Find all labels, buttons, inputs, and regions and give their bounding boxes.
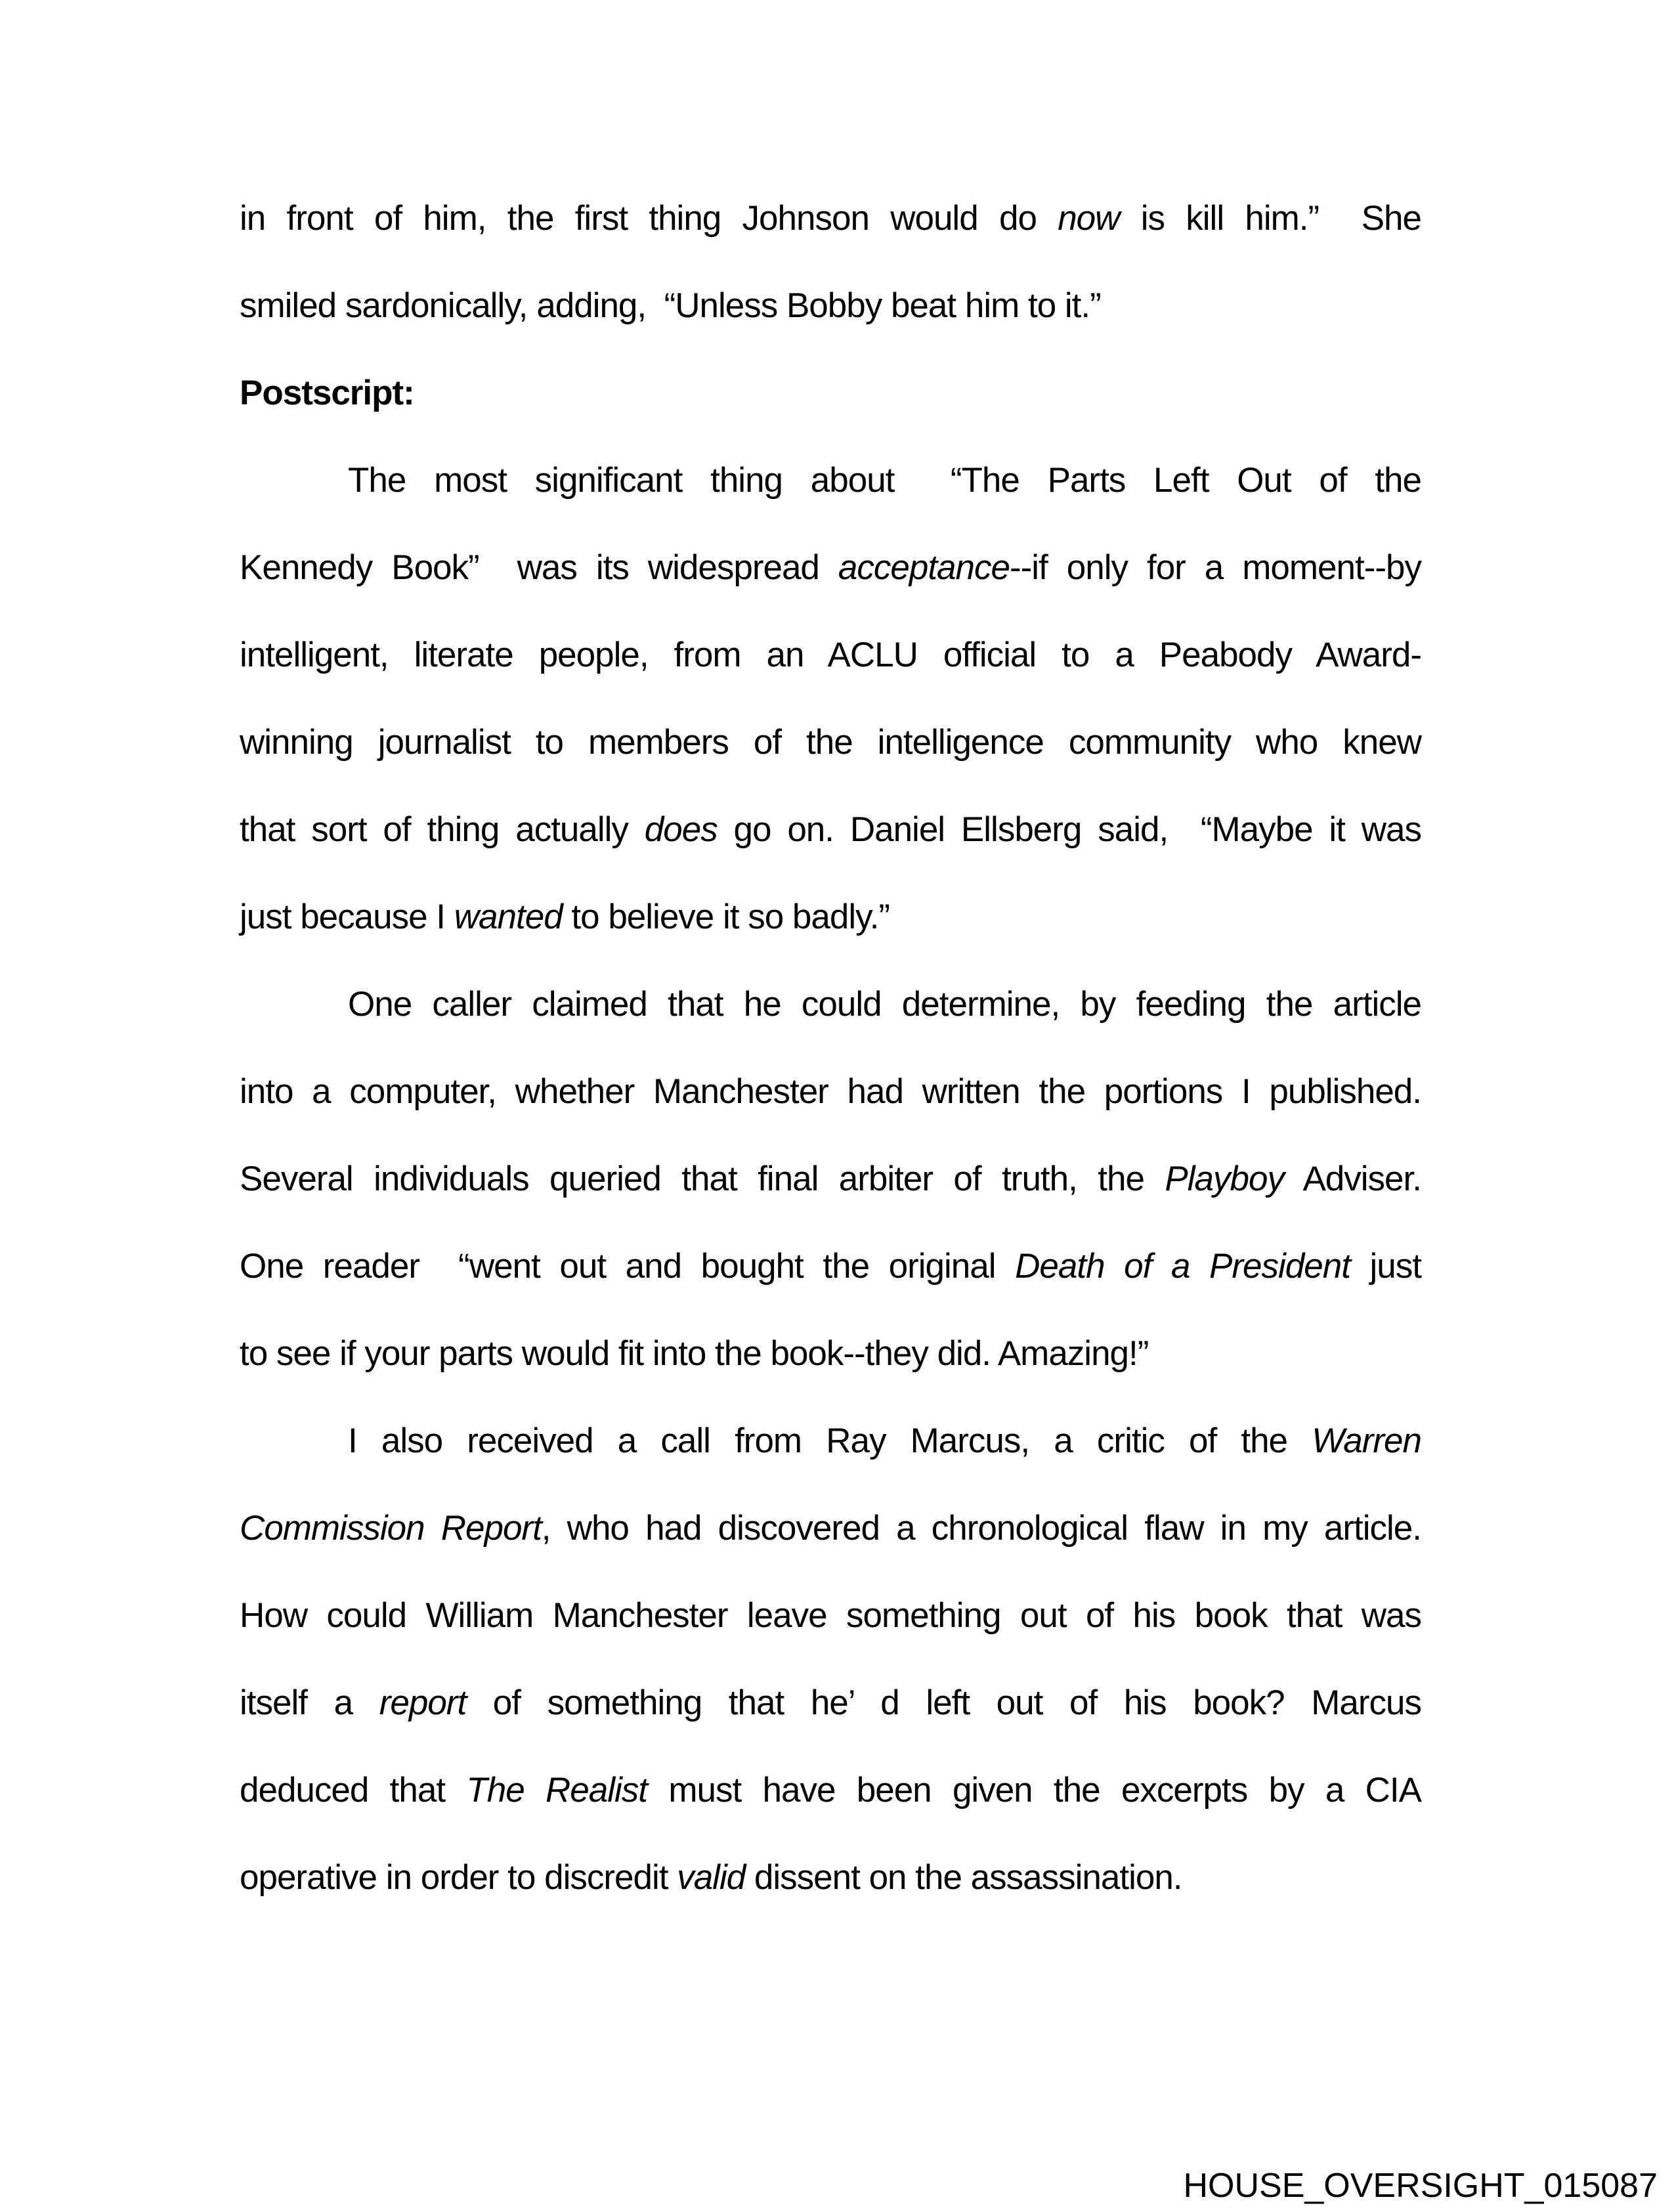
text-run: smiled sardonically, adding, “Unless Bobby beat him to it.”: [240, 286, 1101, 325]
text-line: [240, 262, 1421, 349]
text-run: I also received a call from Ray Marcus, a critic of the: [348, 1421, 1312, 1460]
text-run: , who had discovered a chronological flaw in my article.: [541, 1509, 1421, 1548]
text-run: How could William Manchester leave something out of his book that was: [240, 1596, 1421, 1635]
italic-text-run: now: [1058, 199, 1120, 238]
text-run: One caller claimed that he could determine, by feeding the article: [348, 985, 1421, 1024]
text-run: The most significant thing about “The Parts Left Out of the: [348, 461, 1421, 500]
text-line: [240, 1135, 1421, 1223]
text-line: [240, 175, 1421, 262]
text-line: [240, 1485, 1421, 1572]
text-run: just: [1350, 1247, 1422, 1286]
bold-text-run: Postscript:: [240, 374, 414, 412]
text-line: [240, 611, 1421, 699]
text-line: [240, 1397, 1421, 1485]
italic-text-run: does: [644, 810, 718, 849]
text-line: [240, 873, 1421, 961]
italic-text-run: valid: [677, 1858, 746, 1897]
text-run: intelligent, literate people, from an ACLU official to a Peabody Award-: [240, 636, 1421, 674]
text-run: deduced that: [240, 1771, 467, 1810]
text-run: Adviser.: [1283, 1160, 1421, 1198]
bates-number: HOUSE_OVERSIGHT_015087: [1183, 2167, 1658, 2205]
text-run: winning journalist to members of the intelligence community who knew: [240, 723, 1421, 762]
italic-text-run: The Realist: [466, 1771, 648, 1810]
text-run: itself a: [240, 1683, 379, 1722]
text-run: --if only for a moment--by: [1009, 548, 1421, 587]
text-run: just because I: [240, 898, 454, 936]
text-run: Several individuals queried that final arbiter of truth, the: [240, 1160, 1165, 1198]
text-run: Kennedy Book” was its widespread: [240, 548, 838, 587]
italic-text-run: wanted: [454, 898, 563, 936]
document-text: [240, 175, 1421, 1921]
text-line: [240, 437, 1421, 524]
italic-text-run: acceptance: [838, 548, 1010, 587]
text-line: [240, 786, 1421, 873]
text-run: to believe it so badly.”: [562, 898, 890, 936]
text-line: [240, 524, 1421, 611]
text-line: [240, 349, 1421, 437]
text-line: [240, 1659, 1421, 1746]
text-line: [240, 1834, 1421, 1921]
italic-text-run: Commission Report: [240, 1509, 542, 1548]
text-run: in front of him, the first thing Johnson would do: [240, 199, 1058, 238]
text-line: [240, 1223, 1421, 1310]
text-line: [240, 699, 1421, 786]
text-run: must have been given the excerpts by a CIA: [647, 1771, 1421, 1810]
text-run: that sort of thing actually: [240, 810, 645, 849]
text-line: [240, 1310, 1421, 1397]
text-line: [240, 961, 1421, 1048]
text-run: operative in order to discredit: [240, 1858, 677, 1897]
italic-text-run: Death of a President: [1015, 1247, 1350, 1286]
italic-text-run: Warren: [1312, 1421, 1421, 1460]
text-run: into a computer, whether Manchester had written the portions I published.: [240, 1072, 1421, 1111]
text-run: of something that he’ d left out of his book? Marcus: [466, 1683, 1421, 1722]
text-line: [240, 1048, 1421, 1135]
text-run: to see if your parts would fit into the book--they did. Amazing!”: [240, 1334, 1149, 1373]
text-line: [240, 1746, 1421, 1834]
text-run: is kill him.” She: [1119, 199, 1422, 238]
text-run: dissent on the assassination.: [745, 1858, 1182, 1897]
italic-text-run: report: [379, 1683, 467, 1722]
italic-text-run: Playboy: [1165, 1160, 1284, 1198]
text-run: go on. Daniel Ellsberg said, “Maybe it was: [717, 810, 1421, 849]
text-line: [240, 1572, 1421, 1659]
text-run: One reader “went out and bought the original: [240, 1247, 1016, 1286]
